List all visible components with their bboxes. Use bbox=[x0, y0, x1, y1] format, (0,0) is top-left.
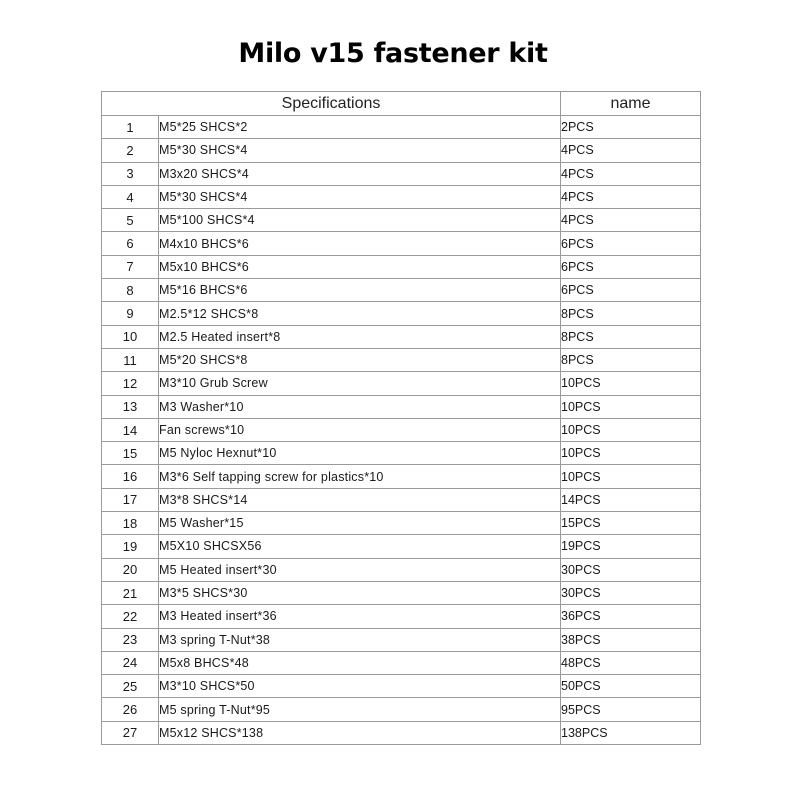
row-number: 15 bbox=[102, 442, 159, 465]
table-row bbox=[102, 139, 701, 162]
row-number: 3 bbox=[102, 162, 159, 185]
row-specification: M3 Washer*10 bbox=[159, 395, 561, 418]
row-specification: M5*100 SHCS*4 bbox=[159, 209, 561, 232]
table-row bbox=[102, 232, 701, 255]
row-quantity: 95PCS bbox=[561, 698, 701, 721]
row-specification: Fan screws*10 bbox=[159, 418, 561, 441]
table-body bbox=[102, 116, 701, 745]
row-quantity: 8PCS bbox=[561, 302, 701, 325]
row-specification: M5*25 SHCS*2 bbox=[159, 116, 561, 139]
row-specification: M5x10 BHCS*6 bbox=[159, 255, 561, 278]
row-specification: M5*20 SHCS*8 bbox=[159, 348, 561, 371]
table-row bbox=[102, 535, 701, 558]
table-row bbox=[102, 442, 701, 465]
row-quantity: 10PCS bbox=[561, 395, 701, 418]
row-number: 17 bbox=[102, 488, 159, 511]
table-row bbox=[102, 255, 701, 278]
row-quantity: 8PCS bbox=[561, 325, 701, 348]
row-specification: M5*30 SHCS*4 bbox=[159, 185, 561, 208]
table-row bbox=[102, 395, 701, 418]
table-row bbox=[102, 162, 701, 185]
table-row bbox=[102, 605, 701, 628]
row-quantity: 36PCS bbox=[561, 605, 701, 628]
row-number: 6 bbox=[102, 232, 159, 255]
row-number: 9 bbox=[102, 302, 159, 325]
row-number: 8 bbox=[102, 279, 159, 302]
table-row bbox=[102, 698, 701, 721]
table-row bbox=[102, 721, 701, 744]
row-number: 20 bbox=[102, 558, 159, 581]
row-number: 12 bbox=[102, 372, 159, 395]
row-quantity: 2PCS bbox=[561, 116, 701, 139]
row-number: 25 bbox=[102, 675, 159, 698]
row-specification: M3 Heated insert*36 bbox=[159, 605, 561, 628]
row-number: 21 bbox=[102, 581, 159, 604]
row-quantity: 30PCS bbox=[561, 581, 701, 604]
row-specification: M3*8 SHCS*14 bbox=[159, 488, 561, 511]
table-row bbox=[102, 185, 701, 208]
row-quantity: 10PCS bbox=[561, 465, 701, 488]
row-number: 16 bbox=[102, 465, 159, 488]
row-quantity: 4PCS bbox=[561, 162, 701, 185]
row-number: 14 bbox=[102, 418, 159, 441]
row-quantity: 15PCS bbox=[561, 512, 701, 535]
row-specification: M4x10 BHCS*6 bbox=[159, 232, 561, 255]
row-specification: M3x20 SHCS*4 bbox=[159, 162, 561, 185]
row-quantity: 6PCS bbox=[561, 232, 701, 255]
row-specification: M5 Heated insert*30 bbox=[159, 558, 561, 581]
row-quantity: 10PCS bbox=[561, 372, 701, 395]
row-quantity: 10PCS bbox=[561, 442, 701, 465]
row-specification: M5 Washer*15 bbox=[159, 512, 561, 535]
table-row bbox=[102, 675, 701, 698]
row-quantity: 38PCS bbox=[561, 628, 701, 651]
row-number: 19 bbox=[102, 535, 159, 558]
row-quantity: 138PCS bbox=[561, 721, 701, 744]
row-specification: M5*30 SHCS*4 bbox=[159, 139, 561, 162]
row-number: 22 bbox=[102, 605, 159, 628]
table-row bbox=[102, 348, 701, 371]
row-quantity: 4PCS bbox=[561, 139, 701, 162]
row-specification: M5*16 BHCS*6 bbox=[159, 279, 561, 302]
row-number: 1 bbox=[102, 116, 159, 139]
column-header-specifications: Specifications bbox=[102, 92, 561, 116]
row-specification: M5 spring T-Nut*95 bbox=[159, 698, 561, 721]
table-row bbox=[102, 279, 701, 302]
row-number: 24 bbox=[102, 651, 159, 674]
table-row bbox=[102, 465, 701, 488]
row-number: 27 bbox=[102, 721, 159, 744]
row-specification: M3*10 Grub Screw bbox=[159, 372, 561, 395]
row-number: 11 bbox=[102, 348, 159, 371]
row-quantity: 50PCS bbox=[561, 675, 701, 698]
row-number: 10 bbox=[102, 325, 159, 348]
table-row bbox=[102, 628, 701, 651]
row-specification: M2.5*12 SHCS*8 bbox=[159, 302, 561, 325]
page-title: Milo v15 fastener kit bbox=[238, 38, 548, 69]
table-row bbox=[102, 325, 701, 348]
row-number: 5 bbox=[102, 209, 159, 232]
row-specification: M2.5 Heated insert*8 bbox=[159, 325, 561, 348]
table-row bbox=[102, 418, 701, 441]
row-number: 13 bbox=[102, 395, 159, 418]
row-specification: M5x8 BHCS*48 bbox=[159, 651, 561, 674]
row-specification: M3*10 SHCS*50 bbox=[159, 675, 561, 698]
table-row bbox=[102, 302, 701, 325]
row-number: 4 bbox=[102, 185, 159, 208]
table-row bbox=[102, 651, 701, 674]
table-header-row bbox=[102, 92, 701, 116]
row-specification: M3*5 SHCS*30 bbox=[159, 581, 561, 604]
row-quantity: 6PCS bbox=[561, 255, 701, 278]
row-quantity: 30PCS bbox=[561, 558, 701, 581]
table-row bbox=[102, 581, 701, 604]
column-header-name: name bbox=[561, 92, 701, 116]
row-quantity: 4PCS bbox=[561, 185, 701, 208]
fastener-table bbox=[101, 91, 701, 745]
row-quantity: 6PCS bbox=[561, 279, 701, 302]
row-number: 7 bbox=[102, 255, 159, 278]
table-row bbox=[102, 372, 701, 395]
row-specification: M3 spring T-Nut*38 bbox=[159, 628, 561, 651]
table-row bbox=[102, 116, 701, 139]
table-row bbox=[102, 558, 701, 581]
row-number: 18 bbox=[102, 512, 159, 535]
row-quantity: 8PCS bbox=[561, 348, 701, 371]
row-number: 23 bbox=[102, 628, 159, 651]
row-quantity: 48PCS bbox=[561, 651, 701, 674]
row-quantity: 10PCS bbox=[561, 418, 701, 441]
row-specification: M5 Nyloc Hexnut*10 bbox=[159, 442, 561, 465]
row-specification: M5X10 SHCSX56 bbox=[159, 535, 561, 558]
row-quantity: 14PCS bbox=[561, 488, 701, 511]
table-row bbox=[102, 512, 701, 535]
row-number: 26 bbox=[102, 698, 159, 721]
table-row bbox=[102, 209, 701, 232]
row-quantity: 4PCS bbox=[561, 209, 701, 232]
row-number: 2 bbox=[102, 139, 159, 162]
row-specification: M3*6 Self tapping screw for plastics*10 bbox=[159, 465, 561, 488]
table-row bbox=[102, 488, 701, 511]
row-quantity: 19PCS bbox=[561, 535, 701, 558]
row-specification: M5x12 SHCS*138 bbox=[159, 721, 561, 744]
